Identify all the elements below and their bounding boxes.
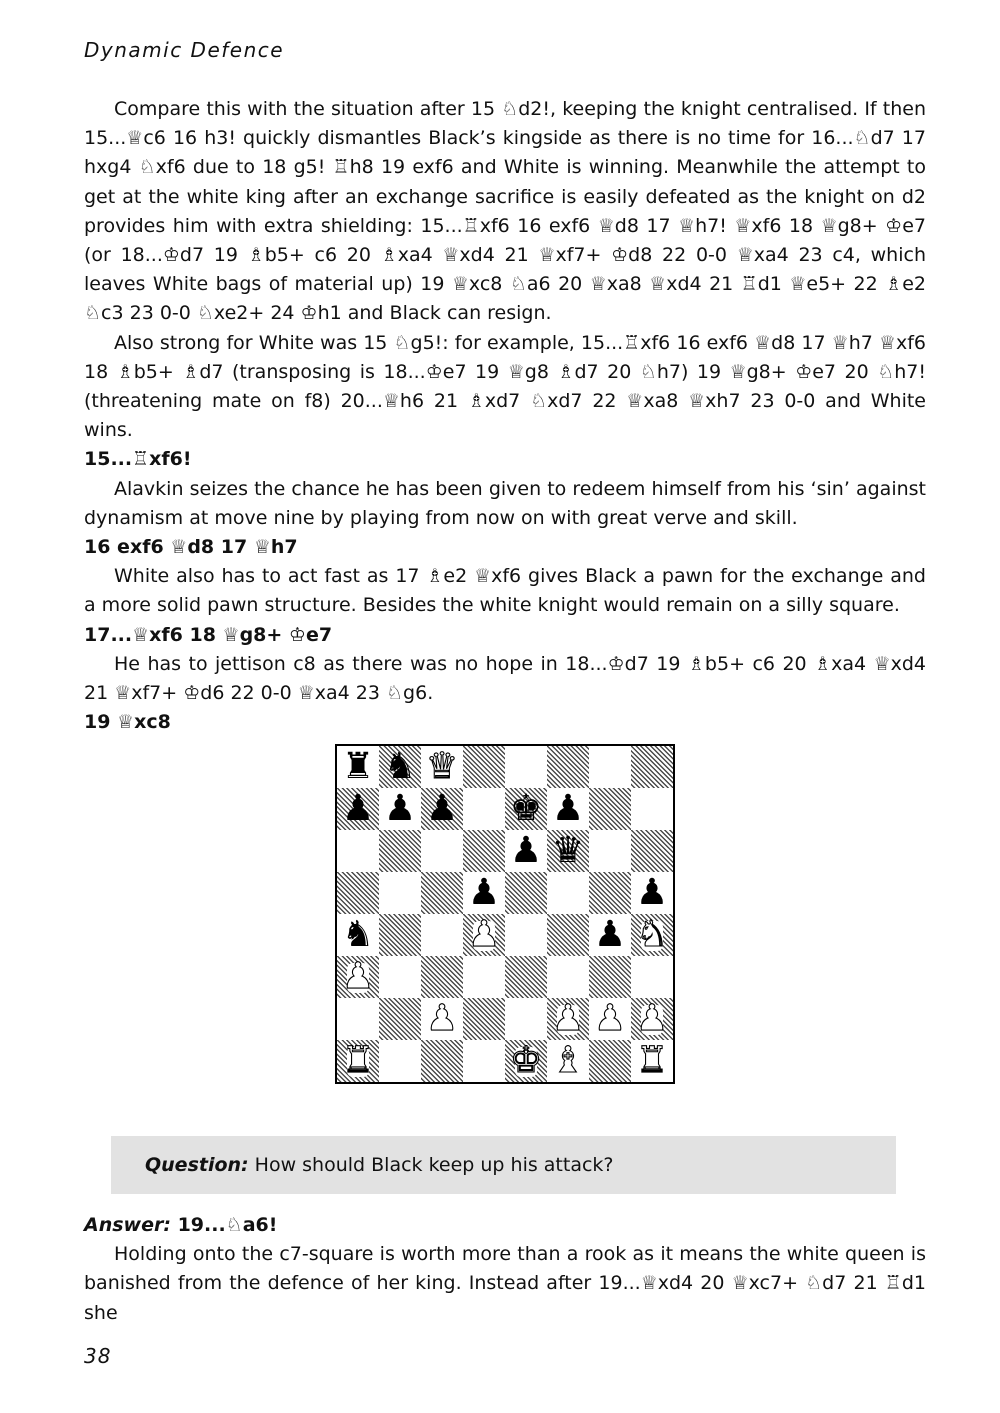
black-pawn-icon: ♟ [383,788,417,829]
square-e4 [505,914,547,956]
square-d5 [463,872,505,914]
answer-line [84,1211,926,1240]
square-e7 [505,788,547,830]
square-g7 [589,788,631,830]
square-h1 [631,1040,673,1082]
white-pawn-icon: ♟ [425,998,459,1039]
square-h5 [631,872,673,914]
square-e1 [505,1040,547,1082]
black-queen-icon: ♛ [551,830,585,871]
square-g1 [589,1040,631,1082]
square-c3 [421,956,463,998]
paragraph: White also has to act fast as 17 ♗e2 ♕xf6 gives Black a pawn for the exchange and a more solid pawn structure. Besides the white knight would remain on a silly square. [84,565,926,617]
square-f5 [547,872,589,914]
paragraph: Compare this with the situation after 15 ♘d2!, keeping the knight centralised. If then 15...♕c6 16 h3! quickly dismantles Black’s kingside as there is no time for 16...♘d7 17 hxg4 ♘xf6 due to 18 g5! ♖h8 19 exf6 and White is winning. Meanwhile the attempt to get at the white king after an exchange sacrifice is easily defeated as the knight on d2 provides him with extra shielding: 15...♖xf6 16 exf6 ♕d8 17 ♕h7! ♕xf6 18 ♕g8+ ♔e7 (or 18...♔d7 19 ♗b5+ c6 20 ♗xa4 ♕xd4 21 ♕xf7+ ♔d8 22 0-0 ♕xa4 23 c4, which leaves White bags of material up) 19 ♕xc8 ♘a6 20 ♕xa8 ♕xd4 21 ♖d1 ♕e5+ 22 ♗e2 ♘c3 23 0-0 ♘xe2+ 24 ♔h1 and Black can resign. [84,98,926,325]
main-text-top [84,95,926,737]
black-pawn-icon: ♟ [467,872,501,913]
square-c6 [421,830,463,872]
square-f1 [547,1040,589,1082]
black-pawn-icon: ♟ [341,788,375,829]
square-e8 [505,746,547,788]
square-d3 [463,956,505,998]
black-pawn-icon: ♟ [551,788,585,829]
square-b4 [379,914,421,956]
square-d1 [463,1040,505,1082]
white-rook-icon: ♜ [635,1040,669,1081]
square-g2 [589,998,631,1040]
white-pawn-icon: ♟ [551,998,585,1039]
square-h4 [631,914,673,956]
square-a6 [337,830,379,872]
paragraph: Alavkin seizes the chance he has been given to redeem himself from his ‘sin’ against dynamism at move nine by playing from now on with great verve and skill. [84,477,926,529]
square-d2 [463,998,505,1040]
question-box [111,1136,896,1194]
square-g4 [589,914,631,956]
square-e5 [505,872,547,914]
square-h8 [631,746,673,788]
square-g6 [589,830,631,872]
black-pawn-icon: ♟ [593,914,627,955]
white-king-icon: ♚ [509,1040,543,1081]
black-rook-icon: ♜ [341,746,375,787]
white-pawn-icon: ♟ [635,998,669,1039]
square-a2 [337,998,379,1040]
square-c1 [421,1040,463,1082]
square-e2 [505,998,547,1040]
white-queen-icon: ♛ [425,746,459,787]
question-label: Question: [145,1154,249,1176]
move-heading: 17...♕xf6 18 ♕g8+ ♔e7 [84,623,333,646]
square-f3 [547,956,589,998]
white-pawn-icon: ♟ [467,914,501,955]
square-f6 [547,830,589,872]
paragraph: Holding onto the c7-square is worth more than a rook as it means the white queen is banished from the defence of her king. Instead after 19...♕xd4 20 ♕xc7+ ♘d7 21 ♖d1 she [84,1243,926,1324]
square-d4 [463,914,505,956]
black-king-icon: ♚ [509,788,543,829]
black-knight-icon: ♞ [383,746,417,787]
move-heading: 15...♖xf6! [84,448,192,471]
square-b6 [379,830,421,872]
question-text: How should Black keep up his attack? [254,1154,614,1176]
square-f8 [547,746,589,788]
square-f2 [547,998,589,1040]
black-pawn-icon: ♟ [425,788,459,829]
square-b3 [379,956,421,998]
square-a1 [337,1040,379,1082]
square-a7 [337,788,379,830]
square-h3 [631,956,673,998]
move-heading: 19 ♕xc8 [84,711,171,734]
square-c2 [421,998,463,1040]
square-a4 [337,914,379,956]
page-number: 38 [84,1344,112,1368]
square-h6 [631,830,673,872]
square-h7 [631,788,673,830]
paragraph: He has to jettison c8 as there was no hope in 18...♔d7 19 ♗b5+ c6 20 ♗xa4 ♕xd4 21 ♕xf7+ ♔d6 22 0-0 ♕xa4 23 ♘g6. [84,652,926,705]
move-heading: 16 exf6 ♕d8 17 ♕h7 [84,536,298,559]
answer-paragraphs [84,1240,926,1328]
paragraph: Also strong for White was 15 ♘g5!: for example, 15...♖xf6 16 exf6 ♕d8 17 ♕h7 ♕xf6 18 ♗b5+ ♗d7 (transposing is 18...♔e7 19 ♕g8 ♗d7 20 ♘h7) 19 ♕g8+ ♔e7 20 ♘h7! (threatening mate on f8) 20...♕h6 21 ♗xd7 ♘xd7 22 ♕xa8 ♕xh7 23 0-0 and White wins. [84,331,926,442]
square-b7 [379,788,421,830]
black-knight-icon: ♞ [341,914,375,955]
square-a5 [337,872,379,914]
white-knight-icon: ♞ [635,914,669,955]
chess-diagram [335,744,675,1084]
square-a8 [337,746,379,788]
black-pawn-icon: ♟ [509,830,543,871]
white-bishop-icon: ♝ [551,1040,585,1081]
square-a3 [337,956,379,998]
square-g8 [589,746,631,788]
square-g5 [589,872,631,914]
square-h2 [631,998,673,1040]
square-d8 [463,746,505,788]
running-head: Dynamic Defence [84,38,285,62]
answer-move: 19...♘a6! [177,1214,278,1236]
main-text-bottom [84,1211,926,1328]
square-e6 [505,830,547,872]
square-c5 [421,872,463,914]
square-b8 [379,746,421,788]
answer-label: Answer: [84,1214,171,1236]
square-c4 [421,914,463,956]
square-d6 [463,830,505,872]
square-b2 [379,998,421,1040]
white-pawn-icon: ♟ [593,998,627,1039]
white-rook-icon: ♜ [341,1040,375,1081]
square-b1 [379,1040,421,1082]
square-b5 [379,872,421,914]
square-c8 [421,746,463,788]
black-pawn-icon: ♟ [635,872,669,913]
square-d7 [463,788,505,830]
square-g3 [589,956,631,998]
square-e3 [505,956,547,998]
white-pawn-icon: ♟ [341,956,375,997]
square-f7 [547,788,589,830]
square-f4 [547,914,589,956]
square-c7 [421,788,463,830]
